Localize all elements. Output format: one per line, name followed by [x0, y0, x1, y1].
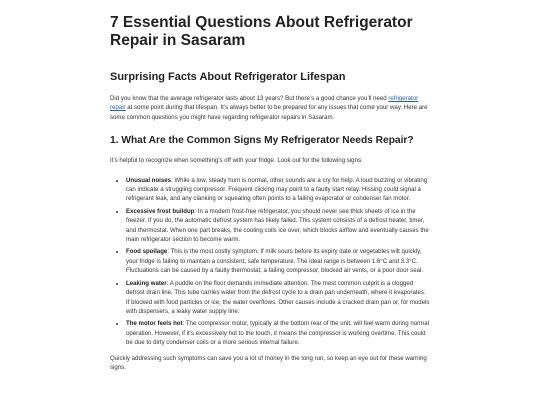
refrigerator-repair-link[interactable]: refrigerator repair — [110, 95, 419, 112]
sign-text: : While a low, steady hum is normal, other sounds are a cry for help. A loud buzzing or vibrating can indicate a struggling compressor. Frequent clicking may point to a faulty start relay. Hissing could signal a refrigerant leak, and any clanking or squealing often points to a failing evaporator or condenser fan motor. — [126, 176, 428, 203]
sign-text: : In a modern frost-free refrigerator, you should never see thick sheets of ice in the freezer. If you do, the automatic defrost system has likely failed. This system consists of a defrost heater, timer, and thermostat. When one part breaks, the cooling coils ice over, which blocks airflow and eventually causes the main refrigerator section to become warm. — [126, 207, 429, 244]
sign-text: : The compressor motor, typically at the bottom rear of the unit, will feel warm during normal operation. However, if it’s excessively hot to the touch, it means the compressor is working overtime. This could be due to dirty condenser coils or a more serious internal failure. — [126, 320, 429, 347]
sign-label: Food spoilage — [126, 248, 168, 256]
sign-label: Leaking water — [126, 279, 167, 287]
sign-text: : This is the most costly symptom. If milk sours before its expiry date or vegetables wilt quickly, your fridge is failing to maintain a consistent, safe temperature. The ideal range is between 1.6°C and 3.3°C. Fluctuations can be caused by a faulty thermostat, a failing compressor, blocked air vents, or a poor door seal. — [126, 248, 424, 275]
signs-list — [110, 176, 430, 348]
question-1-lead: It’s helpful to recognize when something’s off with your fridge. Look out for the following signs: — [110, 157, 363, 165]
list-item — [126, 247, 430, 275]
article-content — [110, 14, 430, 372]
list-item — [126, 319, 430, 347]
closing-paragraph: Quickly addressing such symptoms can save you a lot of money in the long run, so keep an eye out for these warning signs. — [110, 354, 427, 371]
question-1-heading: 1. What Are the Common Signs My Refrigerator Needs Repair? — [110, 135, 414, 147]
intro-text-after-link: at some point during that lifespan. It’s always better to be prepared for any issues that come your way. Here are some common questions you might have regarding refrigerator repairs in Sasaram. — [110, 104, 428, 121]
list-item — [126, 207, 430, 245]
list-item — [126, 176, 430, 204]
intro-text-before-link: Did you know that the average refrigerator lasts about 13 years? But there’s a good chance you’ll need — [110, 95, 389, 102]
sign-label: The motor feels hot — [126, 320, 183, 328]
sign-label: Unusual noises — [126, 176, 172, 184]
sign-label: Excessive frost buildup — [126, 207, 195, 215]
section-heading: Surprising Facts About Refrigerator Lifespan — [110, 71, 346, 83]
list-item — [126, 279, 430, 317]
sign-text: : A puddle on the floor demands immediate attention. The most common culprit is a clogged defrost drain line. This tube carries water from the defrost cycle to a drain pan underneath, where it evaporates. If blocked with food particles or ice, the water overflows. Other causes include a cracked drain pan or, for models with dispensers, a leaky water supply line. — [126, 279, 430, 315]
intro-paragraph — [110, 94, 430, 122]
page-title: 7 Essential Questions About Refrigerator Repair in Sasaram — [110, 14, 413, 49]
